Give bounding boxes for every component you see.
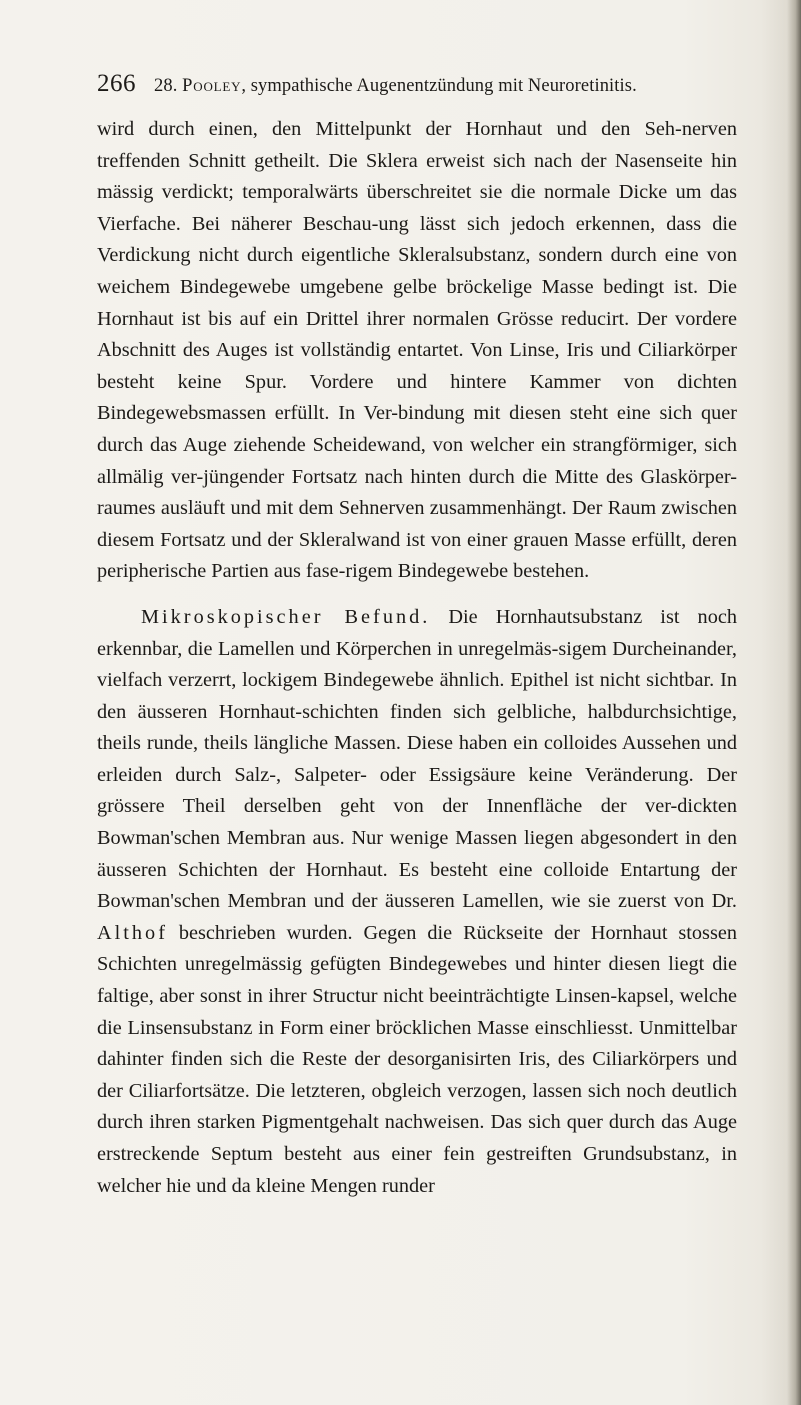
- paragraph-1: wird durch einen, den Mittelpunkt der Hornhaut und den Seh-nerven treffenden Schnitt getheilt. Die Sklera erweist sich nach der Nasenseite hin mässig verdickt; temporalwärts überschreitet sie die normale Dicke um das Vierfache. Bei näherer Beschau-ung lässt sich jedoch erkennen, dass die Verdickung nicht durch eigentliche Skleralsubstanz, sondern durch eine von weichem Bindegewebe umgebene gelbe bröckelige Masse bedingt ist. Die Hornhaut ist bis auf ein Drittel ihrer normalen Grösse reducirt. Der vordere Abschnitt des Auges ist vollständig entartet. Von Linse, Iris und Ciliarkörper besteht keine Spur. Vordere und hintere Kammer von dichten Bindegewebsmassen erfüllt. In Ver-bindung mit diesen steht eine sich quer durch das Auge ziehende Scheidewand, von welcher ein strangförmiger, sich allmälig ver-jüngender Fortsatz nach hinten durch die Mitte des Glaskörper-raumes ausläuft und mit dem Sehnerven zusammenhängt. Der Raum zwischen diesem Fortsatz und der Skleralwand ist von einer grauen Masse erfüllt, deren peripherische Partien aus fase-rigem Bindegewebe bestehen.: [97, 118, 737, 583]
- running-head-prefix: 28.: [154, 76, 178, 96]
- author-name-althof: Althof: [97, 921, 168, 944]
- body-text: [97, 114, 737, 1202]
- paragraph-2-text-continued: beschrieben wurden. Gegen die Rückseite der Hornhaut stossen Schichten unregelmässig gefügten Bindegewebes und hinter diesen liegt die faltige, aber sonst in ihrer Structur nicht beeinträchtigte Linsen-kapsel, welche die Linsensubstanz in Form einer bröcklichen Masse einschliesst. Unmittelbar dahinter finden sich die Reste der desorganisirten Iris, des Ciliarkörpers und der Ciliarfortsätze. Die letzteren, obgleich verzogen, lassen sich noch deutlich durch ihren starken Pigmentgehalt nachweisen. Das sich quer durch das Auge erstreckende Septum besteht aus einer fein gestreiften Grundsubstanz, in welcher hie und da kleine Mengen runder: [97, 921, 737, 1197]
- page-header: [97, 70, 737, 100]
- page-edge-shadow: [787, 0, 801, 1405]
- running-head: [154, 76, 637, 97]
- paragraph-2-text: Die Hornhautsubstanz ist noch erkennbar, die Lamellen und Körperchen in unregelmäs-sigem Durcheinander, vielfach verzerrt, lockigem Bindegewebe ähnlich. Epithel ist nicht sichtbar. In den äusseren Hornhaut-schichten finden sich gelbliche, halbdurchsichtige, theils runde, theils längliche Massen. Diese haben ein colloides Aussehen und erleiden durch Salz-, Salpeter- oder Essigsäure keine Veränderung. Der grössere Theil derselben geht von der Innenfläche der ver-dickten Bowman'schen Membran aus. Nur wenige Massen liegen abgesondert in den äusseren Schichten der Hornhaut. Es besteht eine colloide Entartung der Bowman'schen Membran und der äusseren Lamellen, wie sie zuerst von Dr.: [97, 605, 737, 913]
- section-lead-microscopic-findings: Mikroskopischer Befund.: [141, 605, 431, 628]
- paragraph-2: [97, 602, 737, 1202]
- page-number: 266: [97, 70, 136, 97]
- running-head-author: Pooley: [182, 76, 242, 96]
- running-head-title: , sympathische Augenentzündung mit Neuroretinitis.: [241, 76, 637, 96]
